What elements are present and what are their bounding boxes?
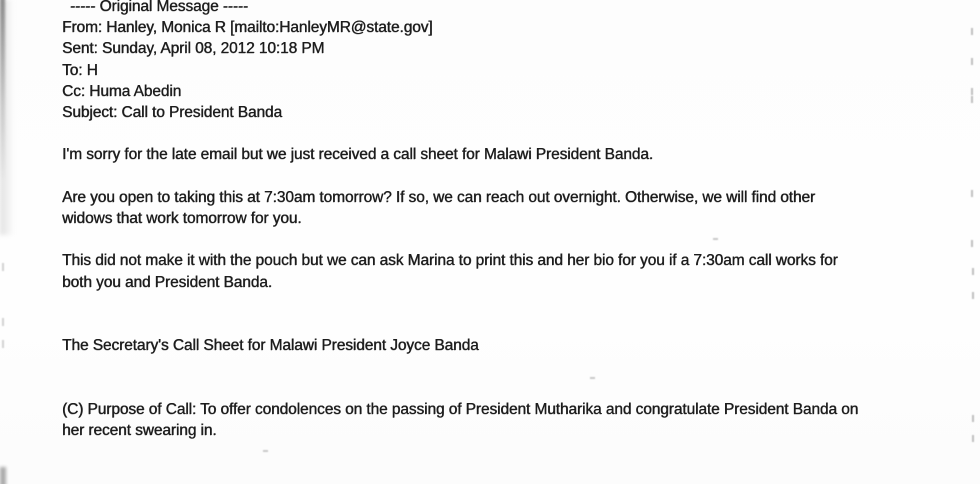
body-paragraph	[62, 187, 858, 229]
email-header-to: To: H	[62, 61, 98, 79]
body-line: This did not make it with the pouch but we can ask Marina to print this and her bio for you if a 7:30am call works for	[62, 252, 838, 270]
body-line: I'm sorry for the late email but we just received a call sheet for Malawi President Banda.	[62, 146, 653, 164]
body-line: widows that work tomorrow for you.	[62, 210, 302, 227]
scan-artifact	[972, 292, 974, 299]
scan-artifact	[2, 340, 4, 348]
scan-artifact	[971, 96, 973, 103]
scan-artifact	[713, 238, 718, 240]
scan-artifact	[971, 190, 973, 197]
scan-artifact	[972, 415, 974, 422]
email-header-sent: Sent: Sunday, April 08, 2012 10:18 PM	[62, 40, 325, 58]
call-sheet-title-paragraph	[62, 335, 858, 356]
scan-artifact	[971, 240, 973, 247]
body-line: both you and President Banda.	[62, 273, 272, 291]
body-line: her recent swearing in.	[62, 421, 217, 439]
scan-artifact	[2, 263, 4, 271]
scan-artifact	[590, 377, 595, 379]
original-message-separator: ----- Original Message -----	[70, 0, 249, 15]
scan-artifact	[971, 58, 973, 65]
body-paragraph	[62, 144, 858, 165]
email-header-cc: Cc: Huma Abedin	[62, 82, 182, 100]
body-paragraph	[62, 250, 858, 292]
scan-artifact	[972, 268, 974, 275]
scan-artifact	[0, 467, 6, 484]
email-content	[62, 0, 858, 441]
email-header-subject: Subject: Call to President Banda	[62, 104, 282, 122]
purpose-of-call-paragraph	[62, 399, 858, 441]
scan-artifact	[971, 28, 973, 35]
email-header-from: From: Hanley, Monica R [mailto:HanleyMR@state.gov]	[62, 19, 433, 37]
scan-artifact	[263, 450, 268, 452]
scan-artifact	[971, 88, 973, 95]
scan-artifact	[972, 435, 974, 442]
scan-artifact	[2, 318, 4, 326]
body-line: Are you open to taking this at 7:30am tomorrow? If so, we can reach out overnight. Otherwise, we will find other	[62, 188, 815, 206]
body-line: (C) Purpose of Call: To offer condolences on the passing of President Mutharika and congratulate President Banda on	[62, 400, 859, 418]
scan-artifact	[0, 0, 5, 181]
body-line: The Secretary's Call Sheet for Malawi President Joyce Banda	[62, 337, 479, 355]
